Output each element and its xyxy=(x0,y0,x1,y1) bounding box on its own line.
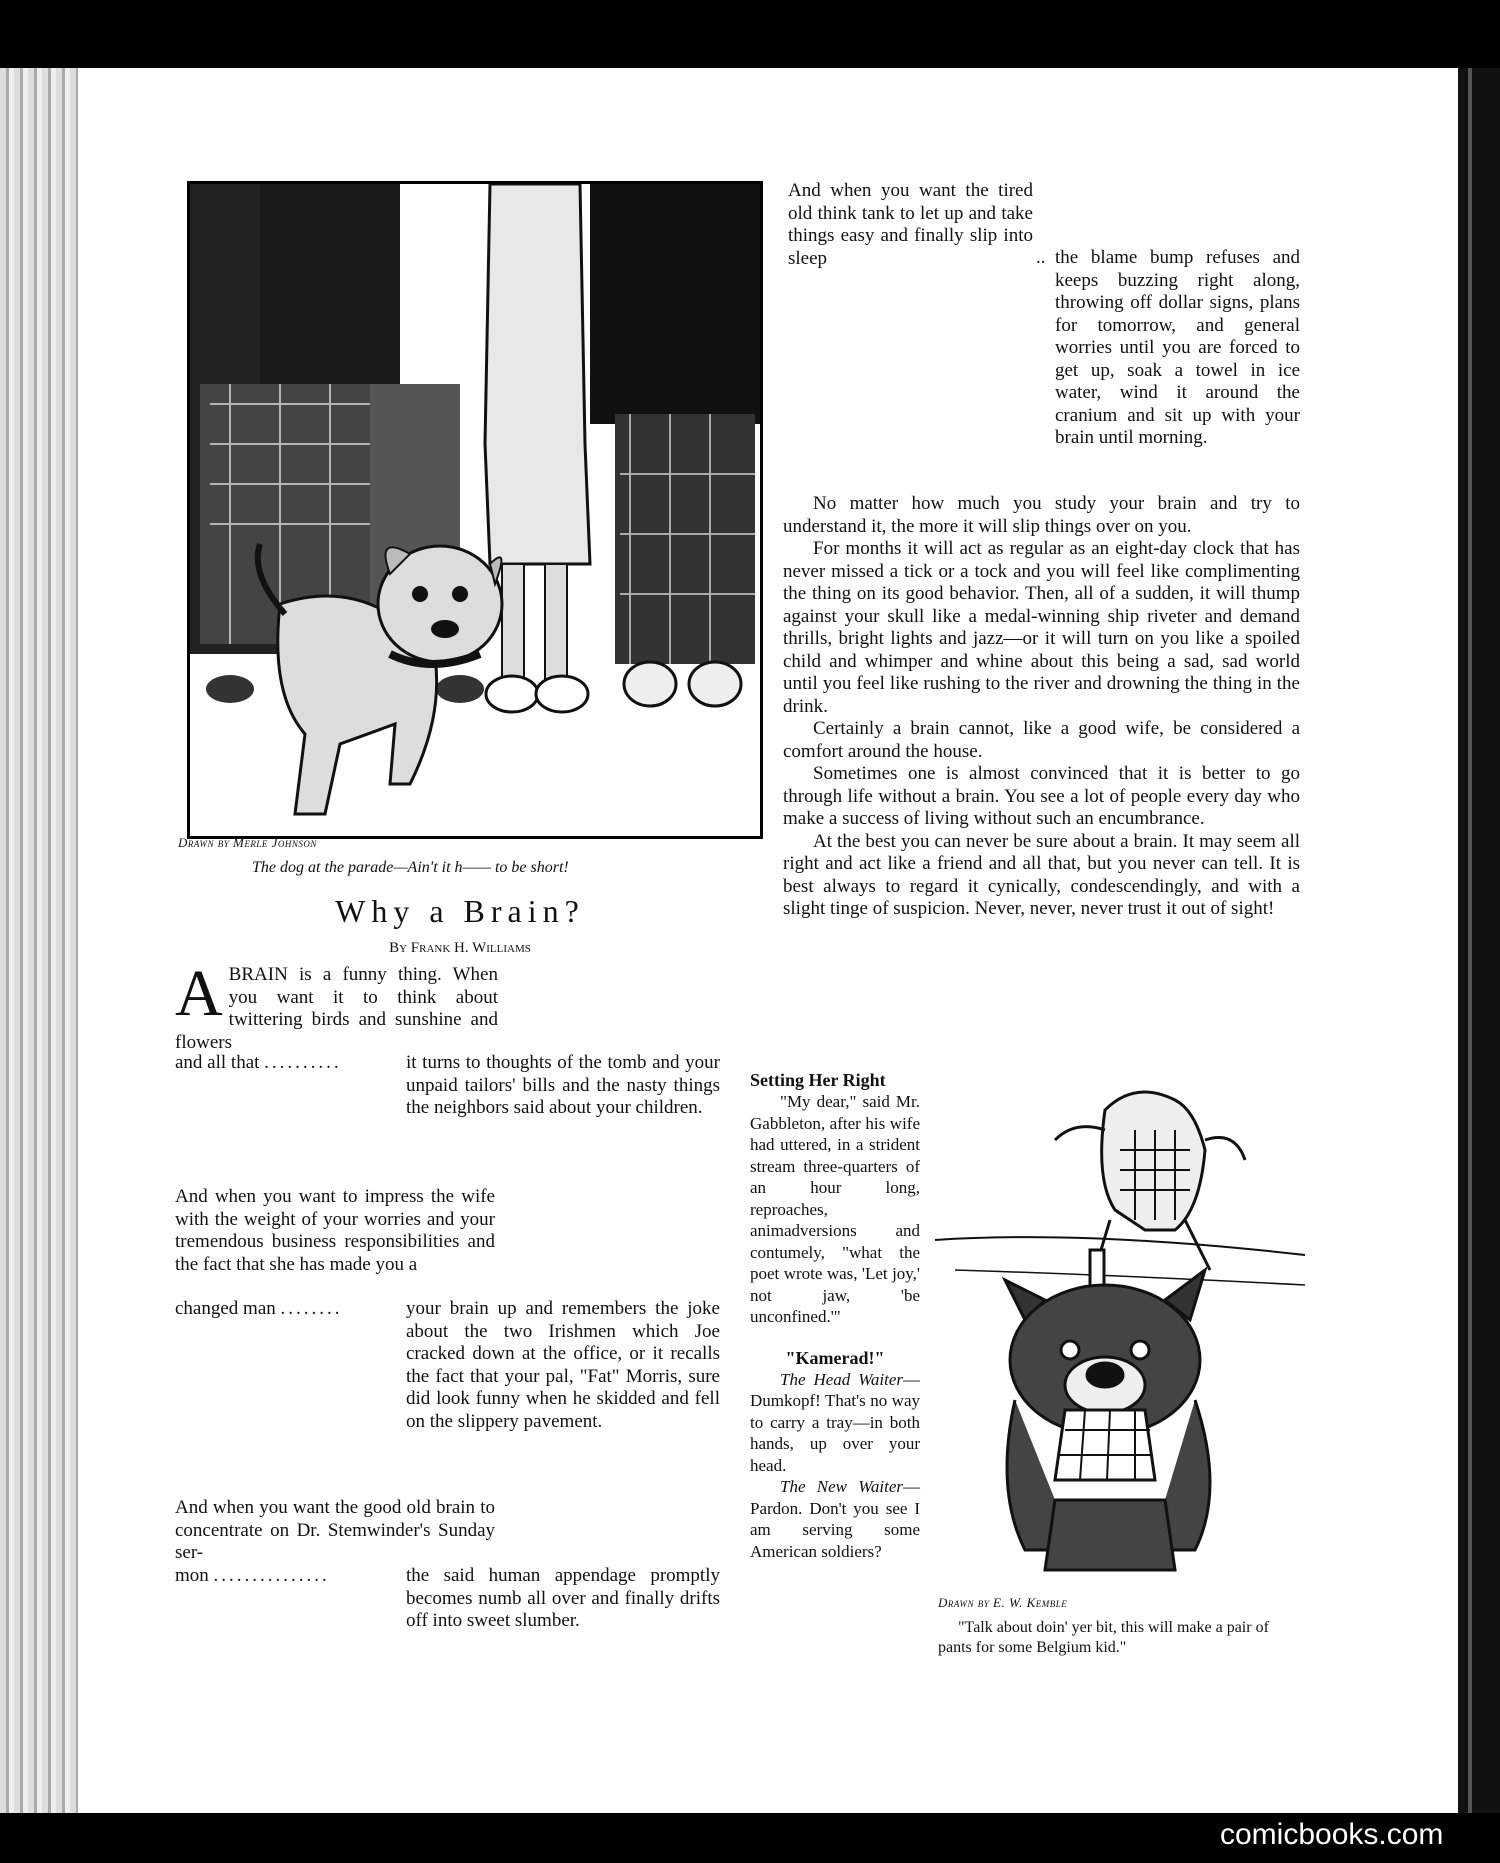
article-paragraph-4-rest: the blame bump refuses and keeps buzzing right along, throwing off dollar signs, plans for tomorrow, and general worries until you are forced to get up, soak a towel in ice water, wind it around the cranium and sit up with your brain until morning. xyxy=(1055,247,1300,448)
top-illustration-caption: The dog at the parade—Ain't it h—— to be short! xyxy=(252,859,569,876)
article-paragraph-2-rest: your brain up and remembers the joke about the two Irishmen which Joe cracked down at the office, or it recalls the fact that your pal, "Fat" Morris, sure did look funny when he skidded and fell on the slippery pavement. xyxy=(406,1298,720,1432)
p3-label: mon ............... xyxy=(175,1565,330,1586)
article-paragraph-2-lead: And when you want to impress the wife with the weight of your worries and your tremendous business responsibilities and the fact that she has made you a xyxy=(175,1186,495,1275)
article-paragraph-6: For months it will act as regular as an eight-day clock that has never missed a tick or a tock and you will feel like complimenting the thing on its good behavior. Then, all of a sudden, it will thump against your skull like a medal-winning ship riveter and demand thrills, bright lights and jazz—or it will turn on you like a spoiled child and whimper and whine about this being a sad, sad world until you feel like rushing to the river and drowning the thing in the drink. xyxy=(783,538,1300,717)
article-title: Why a Brain? xyxy=(335,893,585,929)
joke-2-heading: "Kamerad!" xyxy=(785,1347,885,1368)
article-byline: By Frank H. Williams xyxy=(389,940,531,956)
article-paragraph-9: At the best you can never be sure about a brain. It may seem all right and act like a friend and all that, but you never can tell. It is best always to regard it cynically, condescendingly, and with a slight tinge of suspicion. Never, never, never trust it out of sight! xyxy=(783,830,1300,919)
dog-parade-illustration xyxy=(187,181,763,839)
article-paragraph-3-lead: And when you want the good old brain to concentrate on Dr. Stemwinder's Sunday ser- xyxy=(175,1497,495,1563)
article-paragraph-1-rest: it turns to thoughts of the tomb and your unpaid tailors' bills and the nasty things the neighbors said about your children. xyxy=(406,1052,720,1118)
top-illustration-credit: Drawn by Merle Johnson xyxy=(178,835,317,850)
article-paragraph-8: Sometimes one is almost convinced that it is better to go through life without a brain. You see a lot of people every day who make a success of living without such an encumbrance. xyxy=(783,763,1300,829)
article-paragraph-7: Certainly a brain cannot, like a good wife, be considered a comfort around the house. xyxy=(783,718,1300,762)
joke-1-text: "My dear," said Mr. Gabbleton, after his wife had uttered, in a strident stream three-quarters of an hour long, reproaches, animadversions and contumely, "what the poet wrote was, 'Let joy,' not jaw, 'be unconfined.'" xyxy=(750,1092,920,1326)
p4-dots: .. xyxy=(1036,247,1046,268)
joke-1-heading: Setting Her Right xyxy=(750,1070,886,1090)
article-paragraph-4-lead: And when you want the tired old think tank to let up and take things easy and finally slip into sleep xyxy=(788,180,1033,269)
article-body-right xyxy=(783,493,1300,921)
book-spine-edge xyxy=(0,68,80,1813)
right-page-edge xyxy=(1458,68,1500,1813)
watermark: comicbooks.com xyxy=(1220,1818,1444,1851)
article-paragraph-1-lead: ABRAIN is a funny thing. When you want it to think about twittering birds and sunshine and flowers xyxy=(175,957,498,1053)
article-paragraph-5: No matter how much you study your brain and try to understand it, the more it will slip things over on you. xyxy=(783,493,1300,537)
bottom-illustration-credit: Drawn by E. W. Kemble xyxy=(938,1595,1068,1610)
bottom-illustration-caption: "Talk about doin' yer bit, this will make a pair of pants for some Belgium kid." xyxy=(938,1619,1269,1656)
article-paragraph-3-rest: the said human appendage promptly becomes numb all over and finally drifts off into sweet slumber. xyxy=(406,1565,720,1631)
p1-label: and all that .......... xyxy=(175,1052,342,1073)
joke-2-line-b: The New Waiter—Pardon. Don't you see I am serving some American soldiers? xyxy=(750,1477,920,1561)
bulldog-illustration xyxy=(935,1070,1305,1595)
drop-cap-letter: A xyxy=(175,957,223,1030)
sidebar-jokes xyxy=(750,1070,920,1562)
p2-label: changed man ........ xyxy=(175,1298,343,1319)
joke-2-line-a: The Head Waiter—Dumkopf! That's no way to carry a tray—in both hands, up over your head. xyxy=(750,1369,920,1475)
